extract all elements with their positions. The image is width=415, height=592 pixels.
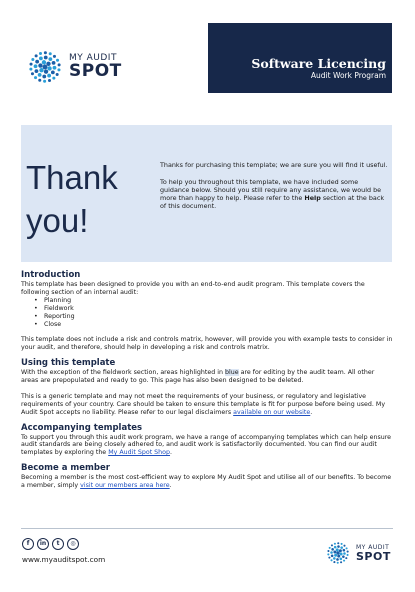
using-text1-end: are for editing by the audit team. All other areas are prepopulated and ready to go. This page has also been designed to be deleted.: [21, 369, 375, 385]
logo-dot: [331, 548, 334, 551]
member-text-end: .: [169, 482, 172, 490]
logo-dot: [31, 72, 34, 75]
logo-dot: [38, 79, 41, 82]
logo-dot: [48, 57, 52, 61]
thank-you-para2: [160, 178, 388, 211]
brand-line2: SPOT: [69, 61, 122, 81]
logo-dot: [48, 79, 51, 82]
logo-dot: [42, 60, 46, 64]
logo-dot: [35, 54, 38, 57]
introduction-text2: This template does not include a risk and controls matrix, however, will provide you with example tests to consider in your audit, and therefore, should help in developing a risk and controls matrix.: [21, 336, 393, 352]
logo-dot: [52, 77, 55, 80]
logo-dot: [38, 63, 42, 67]
logo-dot: [29, 68, 32, 71]
facebook-icon[interactable]: f: [22, 538, 34, 550]
logo-dots-icon: [325, 540, 351, 566]
footer-brand-logo: [325, 540, 391, 566]
thank-you-line2: you!: [26, 202, 89, 239]
logo-dot: [47, 74, 51, 78]
social-links: [22, 538, 79, 550]
main-content: [21, 270, 393, 490]
logo-dot: [57, 68, 60, 71]
shop-link[interactable]: My Audit Spot Shop: [108, 449, 171, 457]
thank-you-heading: [26, 156, 118, 242]
members-area-link[interactable]: visit our members area here: [80, 482, 170, 490]
using-text1: [21, 369, 393, 385]
logo-dot: [347, 551, 349, 553]
logo-dot: [30, 63, 33, 66]
logo-dot: [334, 554, 337, 557]
member-text: [21, 474, 393, 490]
logo-dot: [327, 553, 329, 555]
logo-dot: [336, 558, 339, 561]
logo-dot: [58, 63, 61, 66]
logo-dot: [337, 545, 340, 548]
logo-dot: [39, 52, 42, 55]
logo-dot: [327, 550, 329, 552]
accompanying-heading: Accompanying templates: [21, 422, 143, 433]
document-subtitle: Audit Work Program: [310, 70, 386, 80]
logo-dot: [343, 552, 346, 555]
accompanying-text-start: To support you through this audit work program, we have a range of accompanying templates which can help ensure audit standards are being closely adhered to, and audit work is satisfactorily documented. You can find our audit templates by exploring the: [21, 433, 392, 457]
list-item: • Reporting: [34, 313, 393, 321]
logo-dot: [53, 66, 57, 70]
logo-dot: [336, 548, 339, 551]
blue-highlight: blue: [224, 369, 239, 377]
logo-dot: [44, 69, 48, 73]
logo-dot: [43, 65, 48, 70]
logo-dot: [340, 552, 343, 555]
logo-dot: [334, 546, 337, 549]
logo-dot: [43, 80, 46, 83]
member-text-start: Becoming a member is the most cost-efficient way to explore My Audit Spot and utilise all of our benefits. To become a member, simply: [21, 474, 392, 490]
brand-line1: MY AUDIT: [69, 53, 117, 63]
para2-text-end: section at the back of this document.: [160, 194, 385, 211]
logo-dots-icon: [26, 48, 64, 86]
logo-dot: [340, 561, 342, 563]
using-heading: Using this template: [21, 358, 116, 369]
logo-dot: [339, 549, 342, 552]
logo-dot: [343, 549, 346, 552]
logo-dot: [343, 560, 345, 562]
document-title: Software Licencing: [251, 56, 386, 71]
using-text2-start: This is a generic template and may not meet the requirements of your business, or regulatory and legislative requirements of your country. Care should be taken to ensure this template is fit for purpose before being used. My Audit Spot accepts no liability. Please refer to our legal disclaimers: [21, 392, 386, 416]
logo-dot: [336, 551, 339, 554]
thank-you-para1: Thanks for purchasing this template; we are sure you will find it useful.: [160, 161, 388, 169]
brand-line2: SPOT: [356, 549, 391, 563]
logo-dot: [345, 557, 347, 559]
logo-dot: [56, 73, 59, 76]
thank-you-line1: Thank: [26, 159, 118, 196]
logo-dot: [340, 546, 343, 549]
audit-sections-list: [34, 297, 393, 329]
help-bold: Help: [304, 194, 321, 203]
list-item: • Close: [34, 321, 393, 329]
member-heading: Become a member: [21, 463, 110, 474]
logo-dot: [44, 51, 47, 54]
logo-dot: [46, 62, 50, 66]
logo-dot: [337, 542, 339, 544]
logo-dot: [42, 75, 46, 79]
accompanying-text-end: .: [170, 449, 173, 457]
logo-dot: [347, 554, 349, 556]
logo-dot: [343, 545, 345, 547]
using-text2-end: .: [310, 408, 313, 416]
logo-dot: [44, 56, 48, 60]
logo-dot: [329, 547, 331, 549]
introduction-text: This template has been designed to provide you with an end-to-end audit program. This template covers the following section of an internal audit:: [21, 281, 365, 296]
logo-dot: [333, 561, 335, 563]
logo-dot: [331, 544, 333, 546]
logo-dot: [330, 551, 333, 554]
logo-dot: [52, 61, 56, 65]
using-text2: [21, 393, 393, 417]
thank-you-text: [160, 161, 388, 219]
logo-dot: [342, 555, 345, 558]
logo-dot: [39, 68, 43, 72]
para2-text: To help you throughout this template, we have included some guidance below. Should you still require any assistance, we would be more than happy to help. Please refer to the: [160, 177, 382, 203]
logo-dot: [35, 69, 39, 73]
brand-logo: [26, 48, 122, 86]
logo-dot: [49, 52, 52, 55]
logo-dot: [341, 543, 343, 545]
logo-dot: [47, 66, 51, 70]
linkedin-icon[interactable]: in: [37, 538, 49, 550]
list-item: • Fieldwork: [34, 305, 393, 313]
logo-dot: [337, 562, 339, 564]
legal-disclaimers-link[interactable]: available on our website: [233, 408, 311, 416]
logo-dot: [334, 543, 336, 545]
logo-dot: [53, 55, 56, 58]
logo-dot: [333, 551, 336, 554]
logo-dot: [56, 59, 59, 62]
logo-dot: [35, 60, 39, 64]
logo-dot: [34, 64, 38, 68]
logo-dot: [346, 547, 348, 549]
instagram-icon[interactable]: ◎: [67, 538, 79, 550]
twitter-icon[interactable]: t: [52, 538, 64, 550]
introduction-heading: Introduction: [21, 270, 81, 280]
logo-dot: [328, 557, 330, 559]
title-banner: [208, 23, 392, 93]
website-url[interactable]: www.myauditspot.com: [22, 555, 106, 564]
brand-line1: MY AUDIT: [356, 543, 390, 551]
logo-dot: [330, 559, 332, 561]
accompanying-text: [21, 434, 393, 458]
using-text1-start: With the exception of the fieldwork section, areas highlighted in: [21, 369, 225, 377]
logo-dot: [39, 57, 43, 61]
logo-dot: [38, 73, 42, 77]
logo-dot: [31, 58, 34, 61]
logo-dot: [337, 555, 340, 558]
logo-dot: [333, 557, 336, 560]
logo-dot: [331, 555, 334, 558]
footer-divider: [21, 528, 393, 529]
logo-dot: [340, 558, 343, 561]
logo-dot: [34, 76, 37, 79]
logo-dot: [51, 70, 55, 74]
list-item: • Planning: [34, 297, 393, 305]
thank-you-panel: [21, 125, 392, 262]
